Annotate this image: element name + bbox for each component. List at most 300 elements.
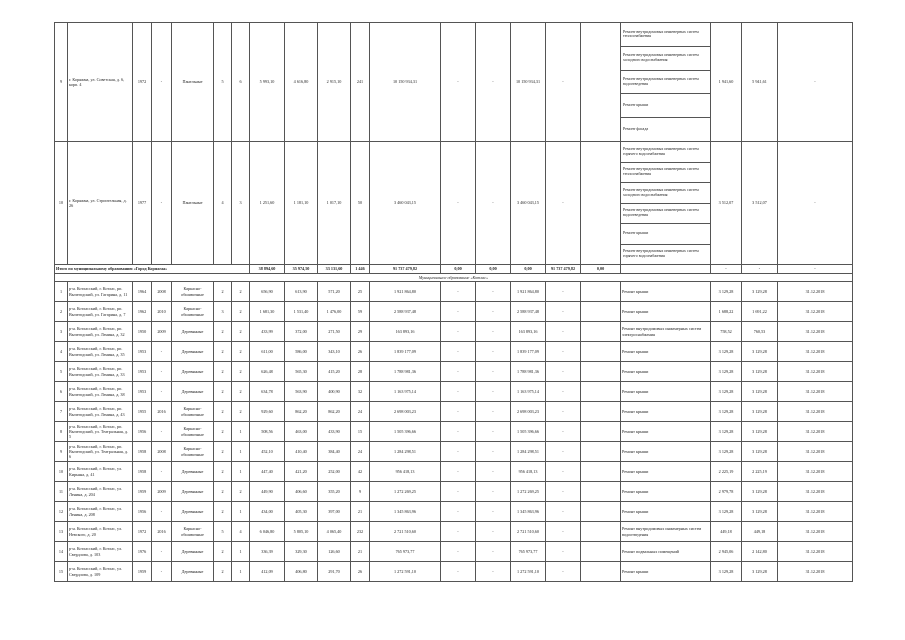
total-cost-other-cell: 91 737 479,82 [546, 265, 581, 274]
year-built-cell: 1964 [133, 282, 152, 302]
private-area-cell: 1 017,10 [318, 142, 351, 265]
cost-other-cell: - [546, 442, 581, 462]
extra-cell [581, 282, 621, 302]
cost-fund-cell: - [441, 23, 476, 142]
limit-cost-cell: 3 129,28 [742, 422, 778, 442]
table-row [55, 382, 853, 402]
cost-owners-cell: 2 721 510,60 [511, 522, 546, 542]
extra-cell [581, 342, 621, 362]
wall-material-cell: Каркасно-обшивочные [172, 442, 214, 462]
year-built-cell: 1972 [133, 522, 152, 542]
cost-budget-cell: - [476, 282, 511, 302]
address-cell: р-н. Котласский, г. Котлас, ул. Свердлова, д. 103 [68, 542, 133, 562]
limit-cost-cell: 3 129,28 [742, 362, 778, 382]
wall-material-cell: Деревянные [172, 562, 214, 582]
unit-cost-cell: 3 129,28 [711, 422, 742, 442]
extra-cell [581, 562, 621, 582]
year-built-cell: 1956 [133, 502, 152, 522]
extra-cell [581, 522, 621, 542]
limit-cost-cell: 3 129,28 [742, 442, 778, 462]
residents-cell: 21 [351, 502, 370, 522]
cost-other-cell: - [546, 522, 581, 542]
upper-block [55, 23, 853, 274]
unit-cost-cell: 3 512,07 [711, 142, 742, 265]
living-area-cell: 372,00 [285, 322, 318, 342]
cost-other-cell: - [546, 322, 581, 342]
residents-cell: 25 [351, 282, 370, 302]
total-area-cell: 1 681,30 [250, 302, 285, 322]
unit-cost-cell: 1 941,60 [711, 23, 742, 142]
cost-owners-cell: 1 272 591,10 [511, 562, 546, 582]
floors-cell: 2 [214, 322, 232, 342]
wall-material-cell: Каркасно-обшивочные [172, 282, 214, 302]
cost-total-cell: 1 163 975,14 [370, 382, 441, 402]
row-number: 9 [55, 442, 68, 462]
row-number: 9 [55, 23, 68, 142]
cost-fund-cell: - [441, 482, 476, 502]
row-number: 5 [55, 362, 68, 382]
cost-budget-cell: - [476, 522, 511, 542]
year-built-cell: 1950 [133, 322, 152, 342]
row-number: 10 [55, 142, 68, 265]
floors-cell: 2 [214, 362, 232, 382]
private-area-cell: 415,20 [318, 362, 351, 382]
floors-cell: 4 [214, 142, 232, 265]
residents-cell: 24 [351, 402, 370, 422]
cost-budget-cell: - [476, 382, 511, 402]
entrances-cell: 1 [232, 442, 250, 462]
cost-fund-cell: - [441, 322, 476, 342]
living-area-cell: 1 531,40 [285, 302, 318, 322]
extra-cell [581, 402, 621, 422]
total-area-cell: 452,10 [250, 442, 285, 462]
limit-cost-cell: 1 691,22 [742, 302, 778, 322]
year-reconstructed-cell: - [152, 23, 172, 142]
floors-cell: 2 [214, 442, 232, 462]
table-row [55, 482, 853, 502]
cost-total-cell: 1 272 591,10 [370, 562, 441, 582]
row-number: 11 [55, 482, 68, 502]
table-row [55, 442, 853, 462]
total-area-cell: 434,00 [250, 502, 285, 522]
total-area-cell: 611,00 [250, 342, 285, 362]
year-built-cell: 1962 [133, 302, 152, 322]
address-cell: р-н. Котласский, г. Котлас, рп. Вычегодский, ул. Ленина, д. 35 [68, 342, 133, 362]
year-reconstructed-cell: - [152, 542, 172, 562]
work-type-item: Ремонт внутридомовых инженерных систем водоотведения [621, 204, 710, 225]
work-type-cell: Ремонт крыши [621, 482, 711, 502]
year-reconstructed-cell: 2008 [152, 282, 172, 302]
total-residents-cell: 1 446 [351, 265, 370, 274]
work-type-item: Ремонт внутридомовых инженерных систем теплоснабжения [621, 23, 710, 47]
address-cell: р-н. Котласский, г. Котлас, рп. Вычегодский, ул. Театральная, д. 5 [68, 422, 133, 442]
total-area-cell: 38 894,60 [250, 265, 285, 274]
residents-cell: 241 [351, 23, 370, 142]
table-row [55, 522, 853, 542]
entrances-cell: 1 [232, 422, 250, 442]
cost-other-cell: - [546, 382, 581, 402]
residents-cell: 59 [351, 302, 370, 322]
year-reconstructed-cell: - [152, 382, 172, 402]
deadline-cell: 31.12.2018 [778, 402, 853, 422]
limit-cost-cell: 3 512,07 [742, 142, 778, 265]
work-type-item: Ремонт внутридомовых инженерных систем водоотведения [621, 71, 710, 95]
private-area-cell: 271,50 [318, 322, 351, 342]
cost-total-cell: 1 505 396,66 [370, 422, 441, 442]
deadline-cell: 31.12.2018 [778, 322, 853, 342]
cost-fund-cell: - [441, 522, 476, 542]
limit-cost-cell: 3 129,28 [742, 282, 778, 302]
cost-owners-cell: 1 163 975,14 [511, 382, 546, 402]
living-area-cell: 421,20 [285, 462, 318, 482]
cost-budget-cell: - [476, 302, 511, 322]
total-deadline-cell: - [778, 265, 853, 274]
total-area-cell: 508,56 [250, 422, 285, 442]
year-reconstructed-cell: 2009 [152, 322, 172, 342]
extra-cell [581, 142, 621, 265]
deadline-cell: 31.12.2018 [778, 482, 853, 502]
work-type-item: Ремонт внутридомовых инженерных систем горячего водоснабжения [623, 248, 699, 259]
table-row [55, 23, 853, 142]
table-row [55, 462, 853, 482]
work-type-cell: Ремонт внутридомовых инженерных систем электроснабжения [621, 322, 711, 342]
living-area-cell: 862,20 [285, 402, 318, 422]
total-area-cell: 447,40 [250, 462, 285, 482]
address-cell: р-н. Котласский, г. Котлас, ул. Кирьяна, д. 41 [68, 462, 133, 482]
year-reconstructed-cell: - [152, 502, 172, 522]
wall-material-cell: Деревянные [172, 482, 214, 502]
private-area-cell: 400,90 [318, 382, 351, 402]
cost-other-cell: - [546, 23, 581, 142]
cost-total-cell: 1 284 298,51 [370, 442, 441, 462]
cost-total-cell: 163 893,16 [370, 322, 441, 342]
deadline-cell: 31.12.2018 [778, 342, 853, 362]
work-type-item: Ремонт внутридомовых инженерных систем горячего водоснабжения [621, 142, 710, 163]
cost-owners-cell: 1 345 863,96 [511, 502, 546, 522]
table-row [55, 502, 853, 522]
total-limit-cost-cell: - [742, 265, 778, 274]
cost-budget-cell: - [476, 502, 511, 522]
table-row [55, 342, 853, 362]
cost-total-cell: 1 788 981,36 [370, 362, 441, 382]
limit-cost-cell: 3 129,28 [742, 402, 778, 422]
address-cell: р-н. Котласский, г. Котлас, ул. Невского, д. 20 [68, 522, 133, 542]
cost-other-cell: - [546, 402, 581, 422]
cost-budget-cell: - [476, 562, 511, 582]
floors-cell: 2 [214, 342, 232, 362]
deadline-cell: 31.12.2018 [778, 302, 853, 322]
work-type-cell: Ремонт крыши [621, 442, 711, 462]
year-built-cell: 1956 [133, 422, 152, 442]
year-reconstructed-cell: 2008 [152, 442, 172, 462]
floors-cell: 2 [214, 502, 232, 522]
floors-cell: 2 [214, 462, 232, 482]
section-title: Муниципальное образование «Котлас» [55, 274, 853, 282]
year-reconstructed-cell: - [152, 142, 172, 265]
unit-cost-cell: 2 225,19 [711, 462, 742, 482]
total-cost-budget-cell: 0,00 [476, 265, 511, 274]
deadline-cell: 31.12.2018 [778, 362, 853, 382]
table-row [55, 562, 853, 582]
address-cell: р-н. Котласский, г. Котлас, ул. Ленина, д. 208 [68, 502, 133, 522]
entrances-cell: 2 [232, 282, 250, 302]
private-area-cell: 433,90 [318, 422, 351, 442]
cost-fund-cell: - [441, 342, 476, 362]
total-area-cell: 449,90 [250, 482, 285, 502]
private-area-cell: 571,20 [318, 282, 351, 302]
table-row [55, 542, 853, 562]
row-number: 14 [55, 542, 68, 562]
entrances-cell: 2 [232, 482, 250, 502]
row-number: 4 [55, 342, 68, 362]
floors-cell: 2 [214, 422, 232, 442]
extra-cell [581, 442, 621, 462]
residents-cell: 42 [351, 462, 370, 482]
residents-cell: 24 [351, 442, 370, 462]
wall-material-cell: Каркасно-обшивочные [172, 422, 214, 442]
address-cell: р-н. Котласский, г. Котлас, ул. Свердлова, д. 109 [68, 562, 133, 582]
entrances-cell: 1 [232, 562, 250, 582]
address-cell: р-н. Котласский, г. Котлас, рп. Вычегодский, ул. Ленина, д. 38 [68, 382, 133, 402]
wall-material-cell: Деревянные [172, 382, 214, 402]
floors-cell: 2 [214, 382, 232, 402]
cost-fund-cell: - [441, 422, 476, 442]
living-area-cell: 406,80 [285, 562, 318, 582]
unit-cost-cell: 3 129,28 [711, 382, 742, 402]
extra-cell [581, 382, 621, 402]
cost-budget-cell: - [476, 23, 511, 142]
floors-cell: 5 [214, 23, 232, 142]
work-type-item: Ремонт крыши [621, 224, 710, 245]
cost-other-cell: - [546, 542, 581, 562]
private-area-cell: 252,00 [318, 462, 351, 482]
cost-total-cell: 1 921 864,80 [370, 282, 441, 302]
total-area-cell: 634,78 [250, 382, 285, 402]
year-built-cell: 1959 [133, 562, 152, 582]
cost-owners-cell: 163 893,16 [511, 322, 546, 342]
cost-budget-cell: - [476, 482, 511, 502]
extra-cell [581, 23, 621, 142]
cost-total-cell: 765 973,77 [370, 542, 441, 562]
total-cost-cell: 91 737 479,82 [370, 265, 441, 274]
unit-cost-cell: 3 129,28 [711, 562, 742, 582]
year-reconstructed-cell: - [152, 462, 172, 482]
unit-cost-cell: 449,18 [711, 522, 742, 542]
cost-total-cell: 10 150 934,31 [370, 23, 441, 142]
wall-material-cell: Каркасно-обшивочные [172, 402, 214, 422]
row-number: 15 [55, 562, 68, 582]
entrances-cell: 2 [232, 322, 250, 342]
unit-cost-cell: 758,52 [711, 322, 742, 342]
cost-total-cell: 3 460 043,15 [370, 142, 441, 265]
table-row [55, 302, 853, 322]
document-page [54, 22, 848, 582]
total-area-cell: 929,60 [250, 402, 285, 422]
private-area-cell: 126,60 [318, 542, 351, 562]
year-built-cell: 1953 [133, 342, 152, 362]
cost-other-cell: - [546, 282, 581, 302]
row-number: 6 [55, 382, 68, 402]
total-private-area-cell: 33 131,60 [318, 265, 351, 274]
unit-cost-cell: 3 129,28 [711, 362, 742, 382]
entrances-cell: 1 [232, 542, 250, 562]
year-reconstructed-cell: - [152, 422, 172, 442]
address-cell: р-н. Котласский, г. Котлас, рп. Вычегодский, ул. Ленина, д. 33 [68, 362, 133, 382]
year-reconstructed-cell: 2010 [152, 302, 172, 322]
address-cell: р-н. Котласский, г. Котлас, рп. Вычегодский, ул. Театральная, д. 6 [68, 442, 133, 462]
total-label: Итого по муниципальному образованию «Город Коряжма» [55, 265, 250, 274]
work-type-cell: Ремонт крыши [621, 302, 711, 322]
work-types-list [621, 23, 710, 141]
cost-other-cell: - [546, 342, 581, 362]
cost-owners-cell: 10 150 934,31 [511, 23, 546, 142]
living-area-cell: 565,30 [285, 362, 318, 382]
living-area-cell: 329,30 [285, 542, 318, 562]
year-built-cell: 1953 [133, 382, 152, 402]
lower-block [55, 282, 853, 582]
cost-budget-cell: - [476, 142, 511, 265]
cost-fund-cell: - [441, 382, 476, 402]
address-cell: г. Коряжма, ул. Советская, д. 6, корп. 4 [68, 23, 133, 142]
extra-cell [581, 542, 621, 562]
extra-cell [581, 302, 621, 322]
entrances-cell: 1 [232, 462, 250, 482]
total-area-cell: 6 046,80 [250, 522, 285, 542]
residents-cell: 28 [351, 362, 370, 382]
limit-cost-cell: 449,18 [742, 522, 778, 542]
limit-cost-cell: 3 129,28 [742, 342, 778, 362]
deadline-cell: 31.12.2018 [778, 502, 853, 522]
private-area-cell: 355,20 [318, 482, 351, 502]
row-number: 1 [55, 282, 68, 302]
cost-other-cell: - [546, 482, 581, 502]
deadline-cell: 31.12.2018 [778, 562, 853, 582]
section-block [55, 274, 853, 282]
year-built-cell: 1958 [133, 442, 152, 462]
extra-cell [581, 422, 621, 442]
cost-budget-cell: - [476, 542, 511, 562]
residents-cell: 26 [351, 562, 370, 582]
year-reconstructed-cell: 2016 [152, 402, 172, 422]
total-cost-fund-cell: 0,00 [441, 265, 476, 274]
total-area-cell: 1 251,60 [250, 142, 285, 265]
cost-owners-cell: 3 460 043,15 [511, 142, 546, 265]
work-type-cell: Ремонт крыши [621, 422, 711, 442]
row-number: 12 [55, 502, 68, 522]
year-built-cell: 1955 [133, 402, 152, 422]
unit-cost-cell: 1 688,22 [711, 302, 742, 322]
year-built-cell: 1976 [133, 542, 152, 562]
limit-cost-cell: 2 225,19 [742, 462, 778, 482]
living-area-cell: 4 616,80 [285, 23, 318, 142]
wall-material-cell: Панельные [172, 142, 214, 265]
year-built-cell: 1959 [133, 482, 152, 502]
extra-cell [581, 482, 621, 502]
work-type-cell: Ремонт крыши [621, 402, 711, 422]
work-type-cell: Ремонт внутридомовых инженерных систем водоотведения [621, 522, 711, 542]
cost-fund-cell: - [441, 502, 476, 522]
cost-fund-cell: - [441, 542, 476, 562]
extra-cell [581, 502, 621, 522]
address-cell: р-н. Котласский, г. Котлас, рп. Вычегодский, ул. Гагарина, д. 7 [68, 302, 133, 322]
residents-cell: 232 [351, 522, 370, 542]
deadline-cell: 31.12.2018 [778, 422, 853, 442]
private-area-cell: 862,20 [318, 402, 351, 422]
floors-cell: 5 [214, 522, 232, 542]
year-built-cell: 1953 [133, 362, 152, 382]
cost-total-cell: 1 839 177,09 [370, 342, 441, 362]
limit-cost-cell: 3 129,28 [742, 502, 778, 522]
deadline-cell: - [778, 23, 853, 142]
unit-cost-cell: 3 129,28 [711, 442, 742, 462]
cost-total-cell: 2 721 510,60 [370, 522, 441, 542]
limit-cost-cell: 760,53 [742, 322, 778, 342]
deadline-cell: 31.12.2018 [778, 282, 853, 302]
floors-cell: 2 [214, 562, 232, 582]
floors-cell: 2 [214, 402, 232, 422]
cost-other-cell: - [546, 302, 581, 322]
living-area-cell: 463,00 [285, 422, 318, 442]
cost-owners-cell: 1 788 981,36 [511, 362, 546, 382]
table-row [55, 402, 853, 422]
wall-material-cell: Деревянные [172, 462, 214, 482]
wall-material-cell: Деревянные [172, 322, 214, 342]
total-area-cell: 626,48 [250, 362, 285, 382]
work-type-item: Ремонт внутридомовых инженерных систем теплоснабжения [621, 163, 710, 184]
private-area-cell: 4 065,40 [318, 522, 351, 542]
address-cell: р-н. Котласский, г. Котлас, рп. Вычегодский, ул. Гагарина, д. 11 [68, 282, 133, 302]
living-area-cell: 5 805,10 [285, 522, 318, 542]
cost-fund-cell: - [441, 282, 476, 302]
year-reconstructed-cell: - [152, 562, 172, 582]
deadline-cell: 31.12.2018 [778, 382, 853, 402]
total-area-cell: 412,09 [250, 562, 285, 582]
entrances-cell: 3 [232, 142, 250, 265]
year-built-cell: 1958 [133, 462, 152, 482]
work-type-cell: Ремонт крыши [621, 502, 711, 522]
entrances-cell: 2 [232, 402, 250, 422]
private-area-cell: 397,00 [318, 502, 351, 522]
row-number: 3 [55, 322, 68, 342]
cost-fund-cell: - [441, 362, 476, 382]
work-types-list [621, 142, 710, 264]
work-type-cell: Ремонт крыши [621, 462, 711, 482]
address-cell: р-н. Котласский, г. Котлас, рп. Вычегодский, ул. Ленина, д. 32 [68, 322, 133, 342]
cost-fund-cell: - [441, 562, 476, 582]
cost-owners-cell: 765 973,77 [511, 542, 546, 562]
work-type-cell: Ремонт крыши [621, 562, 711, 582]
entrances-cell: 4 [232, 522, 250, 542]
table-row [55, 142, 853, 265]
cost-other-cell: - [546, 502, 581, 522]
wall-material-cell: Деревянные [172, 342, 214, 362]
limit-cost-cell: 3 129,28 [742, 382, 778, 402]
unit-cost-cell: 2 945,06 [711, 542, 742, 562]
work-type-item: Ремонт внутридомовых инженерных систем холодного водоснабжения [621, 183, 710, 204]
wall-material-cell: Деревянные [172, 542, 214, 562]
unit-cost-cell: 3 129,28 [711, 342, 742, 362]
deadline-cell: 31.12.2018 [778, 542, 853, 562]
cost-other-cell: - [546, 462, 581, 482]
year-reconstructed-cell: 2009 [152, 482, 172, 502]
cost-budget-cell: - [476, 462, 511, 482]
living-area-cell: 406,60 [285, 482, 318, 502]
total-work-cell [621, 265, 711, 274]
cost-owners-cell: 2 698 003,23 [511, 402, 546, 422]
year-reconstructed-cell: - [152, 362, 172, 382]
year-reconstructed-cell: - [152, 342, 172, 362]
deadline-cell: 31.12.2018 [778, 462, 853, 482]
